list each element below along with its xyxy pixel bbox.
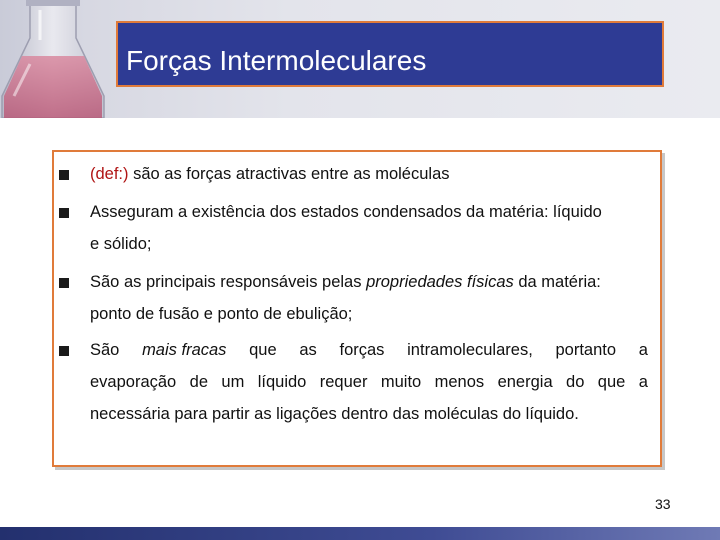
word: requer [319, 373, 368, 391]
emphasis-text: propriedades físicas [366, 273, 514, 291]
word: que [249, 341, 277, 359]
text-segment: e sólido; [90, 235, 152, 253]
bullet-4-line-3 [90, 404, 579, 424]
slide-title: Forças Intermoleculares [126, 45, 427, 76]
bullet-2-line-2 [90, 234, 151, 254]
word: São [90, 341, 120, 359]
word: forças [339, 341, 385, 359]
definition-label: (def:) [90, 165, 129, 183]
word: intramoleculares, [407, 341, 533, 359]
bullet-3-line-1 [90, 272, 601, 292]
word: portanto [555, 341, 617, 359]
content-box [52, 150, 662, 467]
title-box [116, 21, 664, 87]
word: a [638, 373, 648, 391]
page-number: 33 [655, 496, 671, 512]
word: do [566, 373, 585, 391]
square-bullet-icon [59, 346, 69, 356]
word: evaporação [90, 373, 177, 391]
word: líquido [257, 373, 307, 391]
square-bullet-icon [59, 170, 69, 180]
word: muito [380, 373, 422, 391]
bullet-1-line-1 [90, 164, 450, 184]
footer-bar [0, 527, 720, 540]
word: energia [497, 373, 553, 391]
emphasis-text: mais fracas [142, 341, 227, 359]
text-segment: necessária para partir as ligações dentro das moléculas do líquido. [90, 405, 579, 423]
word: de [189, 373, 208, 391]
bullet-4-line-1 [90, 340, 648, 360]
bullet-2-line-1 [90, 202, 602, 222]
text-segment: são as forças atractivas entre as moléculas [128, 165, 450, 183]
text-segment: Asseguram a existência dos estados condensados da matéria: líquido [90, 203, 602, 221]
word: que [597, 373, 626, 391]
word: a [638, 341, 648, 359]
square-bullet-icon [59, 208, 69, 218]
word: as [299, 341, 317, 359]
word: menos [434, 373, 485, 391]
square-bullet-icon [59, 278, 69, 288]
text-segment: São as principais responsáveis pelas [90, 273, 367, 291]
word: um [221, 373, 245, 391]
text-segment: da matéria: [513, 273, 601, 291]
bullet-4-line-2 [90, 372, 648, 392]
text-segment: ponto de fusão e ponto de ebulição; [90, 305, 353, 323]
bullet-3-line-2 [90, 304, 352, 324]
